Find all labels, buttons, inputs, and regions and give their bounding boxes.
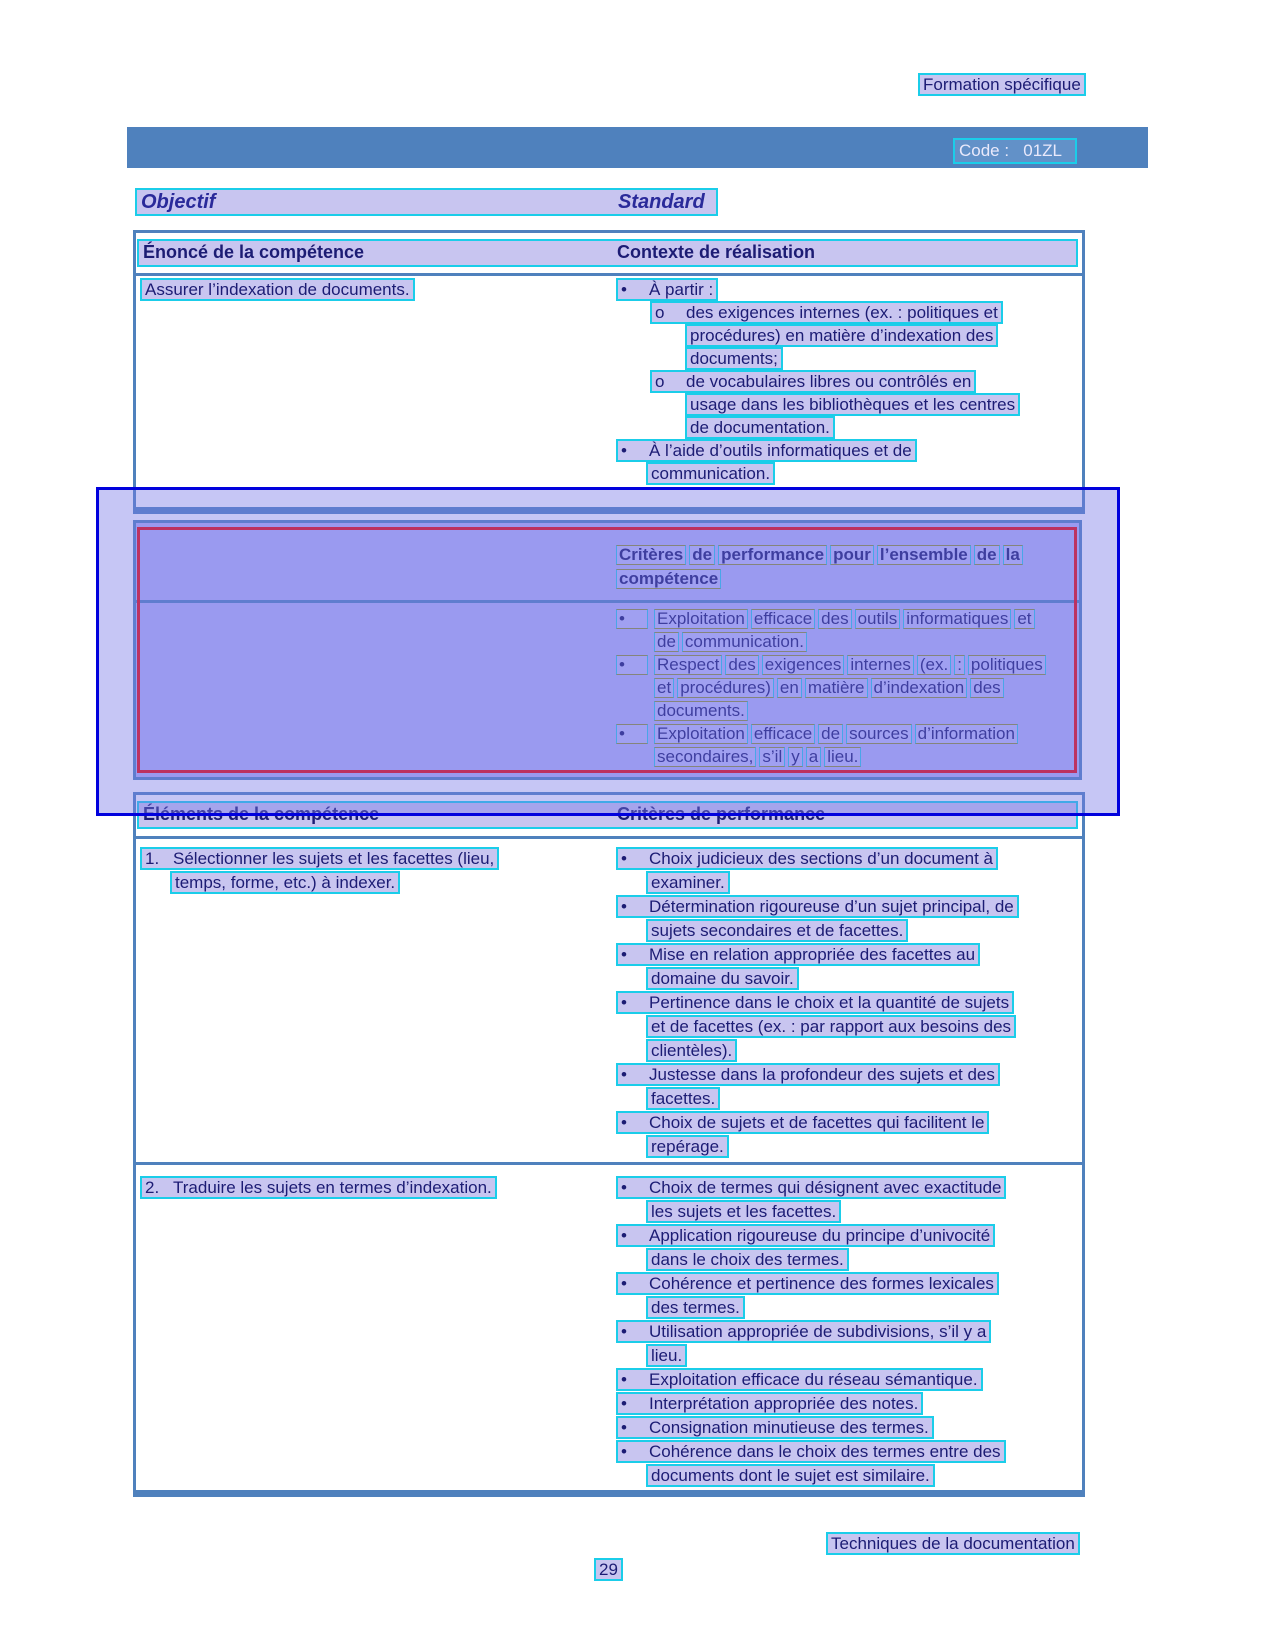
ocr-line-box: sujets secondaires et de facettes. <box>646 919 908 942</box>
ocr-word-line <box>616 569 1026 593</box>
ocr-word-box: compétence <box>616 569 721 589</box>
ocr-line-box: • Mise en relation appropriée des facettes au <box>616 943 980 966</box>
ocr-line-box: • Utilisation appropriée de subdivisions, s’il y a <box>616 1320 991 1343</box>
ocr-text-line <box>616 895 1019 919</box>
bullet-marker: • <box>621 945 627 964</box>
ocr-text-line <box>616 1248 1006 1272</box>
ocr-line-box: clientèles). <box>646 1039 737 1062</box>
bullet-marker: • <box>616 724 648 744</box>
ocr-line-box: • Exploitation efficace du réseau sémantique. <box>616 1368 983 1391</box>
ocr-line-box: documents; <box>685 347 783 370</box>
ocr-text-line <box>616 1200 1006 1224</box>
bullet-marker: • <box>621 1322 627 1341</box>
ocr-line-box: et de facettes (ex. : par rapport aux besoins des <box>646 1015 1016 1038</box>
ocr-line-box: • À partir : <box>616 278 718 301</box>
table1-header-left: Énoncé de la compétence <box>143 242 365 262</box>
header-section-label: Formation spécifique <box>918 73 1086 96</box>
ocr-text-line <box>140 847 499 871</box>
ocr-text-line <box>616 347 1020 370</box>
table1-header-highlight <box>137 239 1078 267</box>
ocr-word-line <box>616 545 1026 569</box>
ocr-word-box: des <box>818 609 851 629</box>
ocr-word-box: d’indexation <box>871 678 968 698</box>
ocr-word-box: Respect <box>654 655 722 675</box>
ocr-line-box: • Détermination rigoureuse d’un sujet principal, de <box>616 895 1019 918</box>
ocr-line-box: 2. Traduire les sujets en termes d’indexation. <box>140 1176 497 1199</box>
table2-header-left: Éléments de la compétence <box>143 804 380 824</box>
ocr-word-box: Exploitation <box>654 724 748 744</box>
ocr-text-line <box>616 416 1020 439</box>
ocr-word-box: l’ensemble <box>877 545 971 565</box>
ocr-word-line <box>616 678 1049 701</box>
ocr-word-box: politiques <box>968 655 1046 675</box>
standard-heading: Standard <box>618 191 705 213</box>
ocr-line-box: • À l’aide d’outils informatiques et de <box>616 439 917 462</box>
objectif-standard-heading <box>135 188 718 216</box>
ocr-text-line <box>616 1063 1019 1087</box>
ocr-line-box: procédures) en matière d’indexation des <box>685 324 998 347</box>
ocr-line-box: • Application rigoureuse du principe d’univocité <box>616 1224 995 1247</box>
ocr-text-line <box>616 847 1019 871</box>
table2-row-2 <box>136 1168 1082 1488</box>
ocr-text-line <box>616 1296 1006 1320</box>
ocr-line-box: Assurer l’indexation de documents. <box>140 278 415 301</box>
ocr-word-box: procédures) <box>677 678 774 698</box>
ocr-word-line <box>616 609 1049 632</box>
ocr-line-box: o de vocabulaires libres ou contrôlés en <box>650 370 976 393</box>
ocr-line-box: communication. <box>646 462 775 485</box>
ocr-line-box: les sujets et les facettes. <box>646 1200 841 1223</box>
ocr-text-line <box>616 919 1019 943</box>
ocr-text-line <box>140 278 415 301</box>
bullet-marker: • <box>616 655 648 675</box>
ocr-line-box: lieu. <box>646 1344 687 1367</box>
bullet-marker: • <box>621 441 627 460</box>
bullet-marker: 1. <box>145 849 160 868</box>
ocr-word-box: communication. <box>682 632 807 652</box>
ocr-word-box: en <box>777 678 802 698</box>
ocr-word-box: (ex. <box>917 655 951 675</box>
ocr-word-box: d’information <box>915 724 1018 744</box>
ocr-word-box: lieu. <box>824 747 861 767</box>
bullet-marker: • <box>621 280 627 299</box>
bullet-marker: • <box>621 1113 627 1132</box>
ocr-line-box: • Consignation minutieuse des termes. <box>616 1416 934 1439</box>
ocr-word-box: de <box>654 632 679 652</box>
footer-program-label: Techniques de la documentation <box>826 1532 1080 1555</box>
ocr-word-box: des <box>970 678 1003 698</box>
table2-header-right: Critères de performance <box>617 804 826 824</box>
ocr-text-line <box>140 1176 497 1200</box>
performance-title <box>616 545 1026 593</box>
ocr-word-box: et <box>1014 609 1034 629</box>
bullet-marker: • <box>621 1418 627 1437</box>
table1-header-row <box>136 233 1082 276</box>
ocr-word-box: Exploitation <box>654 609 748 629</box>
competence-context-table <box>133 230 1085 514</box>
ocr-word-box: de <box>818 724 843 744</box>
ocr-text-line <box>616 1015 1019 1039</box>
ocr-word-box: de <box>689 545 715 565</box>
table2-row-1 <box>136 839 1082 1165</box>
ocr-line-box: 1. Sélectionner les sujets et les facettes (lieu, <box>140 847 499 870</box>
ocr-word-line <box>616 655 1049 678</box>
ocr-line-box: examiner. <box>646 871 730 894</box>
ocr-line-box: • Cohérence et pertinence des formes lexicales <box>616 1272 999 1295</box>
ocr-word-line <box>616 632 1049 655</box>
ocr-line-box: • Choix de termes qui désignent avec exactitude <box>616 1176 1006 1199</box>
ocr-text-line <box>616 871 1019 895</box>
ocr-text-line <box>616 278 1020 301</box>
table2-row1-right-column <box>616 847 1019 1159</box>
bullet-marker: • <box>621 1274 627 1293</box>
ocr-word-box: de <box>974 545 1000 565</box>
ocr-line-box: • Cohérence dans le choix des termes entre des <box>616 1440 1006 1463</box>
ocr-word-box: matière <box>805 678 868 698</box>
bullet-marker: • <box>621 849 627 868</box>
ocr-text-line <box>616 991 1019 1015</box>
bullet-marker: • <box>621 897 627 916</box>
ocr-text-line <box>616 1272 1006 1296</box>
ocr-text-line <box>616 1392 1006 1416</box>
ocr-line-box: usage dans les bibliothèques et les centres <box>685 393 1020 416</box>
ocr-word-box: la <box>1003 545 1023 565</box>
ocr-line-box: temps, forme, etc.) à indexer. <box>170 871 400 894</box>
elements-criteria-table <box>133 792 1085 1497</box>
ocr-word-box: sources <box>846 724 912 744</box>
ocr-word-box: a <box>806 747 821 767</box>
ocr-word-box: s’il <box>759 747 785 767</box>
table2-header-row <box>136 795 1082 839</box>
ocr-text-line <box>616 1416 1006 1440</box>
ocr-word-box: outils <box>855 609 901 629</box>
ocr-text-line <box>616 439 1020 462</box>
ocr-text-line <box>616 1464 1006 1488</box>
ocr-word-box: exigences <box>762 655 845 675</box>
ocr-text-line <box>616 462 1020 485</box>
bullet-marker: • <box>621 1442 627 1461</box>
ocr-text-line <box>616 1440 1006 1464</box>
ocr-text-line <box>616 1087 1019 1111</box>
ocr-line-box: • Pertinence dans le choix et la quantité de sujets <box>616 991 1014 1014</box>
table2-row1-left-column <box>140 847 499 895</box>
ocr-line-box: o des exigences internes (ex. : politiques et <box>650 301 1003 324</box>
ocr-line-box: des termes. <box>646 1296 745 1319</box>
bullet-marker: • <box>621 1065 627 1084</box>
ocr-text-line <box>616 967 1019 991</box>
bullet-marker: • <box>621 993 627 1012</box>
page-number: 29 <box>594 1558 623 1581</box>
ocr-word-box: et <box>654 678 674 698</box>
bullet-marker: • <box>616 609 648 629</box>
ocr-line-box: dans le choix des termes. <box>646 1248 849 1271</box>
ocr-word-box: Critères <box>616 545 686 565</box>
ocr-text-line <box>616 370 1020 393</box>
ocr-word-line <box>616 724 1049 747</box>
ocr-word-box: pour <box>830 545 874 565</box>
table1-right-column <box>616 278 1020 485</box>
ocr-word-box: secondaires, <box>654 747 756 767</box>
bullet-marker: • <box>621 1394 627 1413</box>
ocr-line-box: • Choix judicieux des sections d’un document à <box>616 847 998 870</box>
ocr-text-line <box>616 943 1019 967</box>
ocr-line-box: domaine du savoir. <box>646 967 799 990</box>
ocr-word-box: : <box>954 655 965 675</box>
ocr-text-line <box>140 871 499 895</box>
ocr-word-box: performance <box>718 545 827 565</box>
bullet-marker: o <box>655 303 665 322</box>
objectif-heading: Objectif <box>141 191 216 213</box>
ocr-line-box: • Interprétation appropriée des notes. <box>616 1392 923 1415</box>
ocr-text-line <box>616 301 1020 324</box>
ocr-line-box: facettes. <box>646 1087 720 1110</box>
table2-header-highlight <box>137 801 1078 829</box>
bullet-marker: • <box>621 1226 627 1245</box>
ocr-text-line <box>616 1224 1006 1248</box>
ocr-word-box: documents. <box>654 701 748 721</box>
ocr-text-line <box>616 1135 1019 1159</box>
ocr-line-box: • Justesse dans la profondeur des sujets et des <box>616 1063 1000 1086</box>
ocr-line-box: de documentation. <box>685 416 835 439</box>
ocr-word-box: informatiques <box>903 609 1011 629</box>
ocr-line-box: repérage. <box>646 1135 729 1158</box>
bullet-marker: • <box>621 1178 627 1197</box>
ocr-word-line <box>616 747 1049 770</box>
ocr-word-box: efficace <box>751 609 815 629</box>
ocr-text-line <box>616 1368 1006 1392</box>
ocr-text-line <box>616 1344 1006 1368</box>
ocr-text-line <box>616 393 1020 416</box>
ocr-text-line <box>616 1176 1006 1200</box>
bullet-marker: o <box>655 372 665 391</box>
ocr-word-line <box>616 701 1049 724</box>
table1-header-right: Contexte de réalisation <box>617 242 816 262</box>
ocr-word-box: internes <box>847 655 913 675</box>
ocr-line-box: • Choix de sujets et de facettes qui facilitent le <box>616 1111 989 1134</box>
ocr-text-line <box>616 1111 1019 1135</box>
ocr-text-line <box>616 1320 1006 1344</box>
ocr-word-box: y <box>788 747 803 767</box>
table2-row2-left-column <box>140 1176 497 1200</box>
ocr-word-box: des <box>725 655 758 675</box>
ocr-line-box: documents dont le sujet est similaire. <box>646 1464 935 1487</box>
bullet-marker: 2. <box>145 1178 160 1197</box>
ocr-text-line <box>616 324 1020 347</box>
table2-row2-right-column <box>616 1176 1006 1488</box>
ocr-text-line <box>616 1039 1019 1063</box>
code-badge: Code : 01ZL <box>953 138 1077 164</box>
ocr-word-box: efficace <box>751 724 815 744</box>
performance-criteria-section <box>133 520 1082 780</box>
table1-left-column <box>140 278 415 301</box>
performance-bullet-list <box>616 609 1049 770</box>
bullet-marker: • <box>621 1370 627 1389</box>
